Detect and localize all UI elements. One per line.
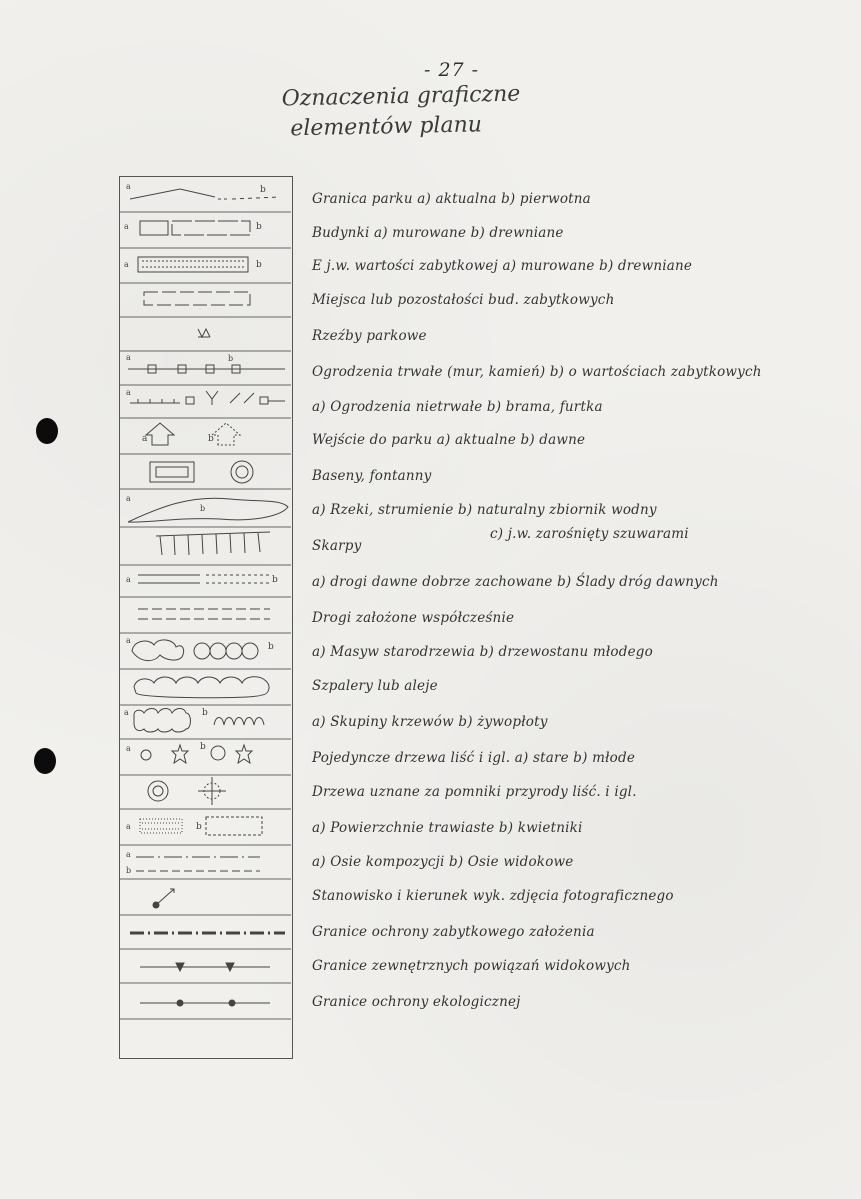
legend-label: a) Powierzchnie trawiaste b) kwietniki	[312, 820, 583, 836]
svg-text:a: a	[142, 434, 148, 444]
symbol-tree-stand	[126, 636, 274, 661]
symbol-modern-roads	[138, 609, 270, 619]
symbol-old-roads	[126, 575, 278, 585]
legend-label: Wejście do parku a) aktualne b) dawne	[312, 432, 586, 448]
svg-text:b: b	[256, 260, 262, 270]
symbol-shrubs-hedges	[124, 708, 264, 732]
svg-text:a: a	[124, 222, 129, 231]
svg-text:b: b	[202, 708, 208, 718]
legend-label: a) Masyw starodrzewia b) drzewostanu młodego	[312, 644, 653, 660]
symbol-alleys	[134, 677, 269, 698]
symbol-temporary-fence-gate	[126, 388, 285, 405]
symbol-view-connections-border	[140, 963, 270, 971]
svg-text:b: b	[200, 742, 206, 752]
legend-label: a) Osie kompozycji b) Osie widokowe	[312, 854, 574, 870]
symbol-buildings	[124, 221, 262, 235]
legend-label: Rzeźby parkowe	[312, 328, 427, 344]
svg-text:b: b	[256, 222, 262, 232]
legend-label: Drogi założone współcześnie	[312, 610, 515, 626]
symbol-park-border	[126, 182, 280, 199]
svg-text:a: a	[126, 182, 131, 191]
legend-label: Granice zewnętrznych powiązań widokowych	[312, 958, 631, 974]
svg-text:b: b	[208, 434, 214, 444]
page-number: - 27 -	[424, 59, 480, 81]
symbol-axes	[126, 850, 260, 875]
legend-label: Budynki a) murowane b) drewniane	[312, 225, 564, 241]
legend-label: Stanowisko i kierunek wyk. zdjęcia fotograficznego	[312, 888, 674, 904]
symbol-escarpments	[156, 532, 270, 555]
legend-label: Pojedyncze drzewa liść i igl. a) stare b) młode	[312, 750, 636, 766]
svg-text:a: a	[126, 822, 131, 831]
symbol-sculptures	[198, 329, 210, 337]
svg-text:b: b	[272, 575, 278, 585]
legend-label: Granice ochrony zabytkowego założenia	[312, 924, 595, 940]
legend-label: Baseny, fontanny	[312, 468, 432, 484]
row-dividers	[120, 212, 291, 1019]
legend-label: a) Rzeki, strumienie b) naturalny zbiornik wodny	[312, 502, 657, 518]
symbol-ecological-border	[140, 1000, 270, 1006]
symbol-ruins	[144, 292, 250, 305]
svg-text:a: a	[126, 388, 131, 397]
legend-label: Ogrodzenia trwałe (mur, kamień) b) o wartościach zabytkowych	[312, 364, 762, 380]
symbol-pools-fountains	[150, 461, 253, 483]
svg-text:b: b	[196, 822, 202, 832]
svg-text:b: b	[260, 185, 266, 195]
symbol-historic-buildings	[124, 257, 262, 272]
svg-text:a: a	[126, 353, 131, 362]
svg-text:a: a	[126, 494, 131, 503]
legend-label: Szpalery lub aleje	[312, 678, 438, 694]
symbol-lawns-flowerbeds	[126, 817, 262, 835]
svg-text:a: a	[126, 744, 131, 753]
svg-text:b: b	[268, 642, 274, 652]
punch-hole-top	[36, 418, 58, 444]
symbol-rivers	[126, 494, 288, 522]
svg-text:a: a	[126, 850, 131, 859]
symbol-entrances	[142, 423, 240, 445]
legend-label: Miejsca lub pozostałości bud. zabytkowych	[312, 292, 615, 308]
legend-label-extra: c) j.w. zarośnięty szuwarami	[490, 526, 689, 542]
svg-text:b: b	[126, 866, 132, 875]
legend-label: Granica parku a) aktualna b) pierwotna	[312, 191, 591, 207]
legend-label: a) Ogrodzenia nietrwałe b) brama, furtka	[312, 399, 603, 415]
title-line-1: Oznaczenia graficzne	[281, 81, 521, 112]
symbol-photo-position	[153, 889, 174, 908]
svg-text:a: a	[126, 575, 131, 584]
legend-symbols	[120, 177, 291, 1057]
svg-text:b: b	[200, 504, 206, 513]
svg-text:a: a	[124, 260, 129, 269]
symbol-natural-monuments	[148, 777, 226, 805]
legend-label: a) Skupiny krzewów b) żywopłoty	[312, 714, 548, 730]
symbol-single-trees	[126, 742, 252, 763]
legend-label: a) drogi dawne dobrze zachowane b) Ślady dróg dawnych	[312, 574, 719, 590]
legend-label: E j.w. wartości zabytkowej a) murowane b) drewniane	[312, 258, 693, 274]
legend-label: Drzewa uznane za pomniki przyrody liść. i igl.	[312, 784, 637, 800]
page-title	[281, 80, 521, 145]
svg-text:a: a	[126, 636, 131, 645]
legend-label: Skarpy	[312, 538, 362, 554]
punch-hole-bottom	[34, 748, 56, 774]
svg-text:a: a	[124, 708, 129, 717]
title-line-2: elementów planu	[290, 112, 483, 142]
legend-label: Granice ochrony ekologicznej	[312, 994, 521, 1010]
symbol-permanent-fence	[126, 353, 285, 373]
legend-symbol-table	[119, 176, 293, 1059]
svg-text:b: b	[228, 354, 234, 363]
